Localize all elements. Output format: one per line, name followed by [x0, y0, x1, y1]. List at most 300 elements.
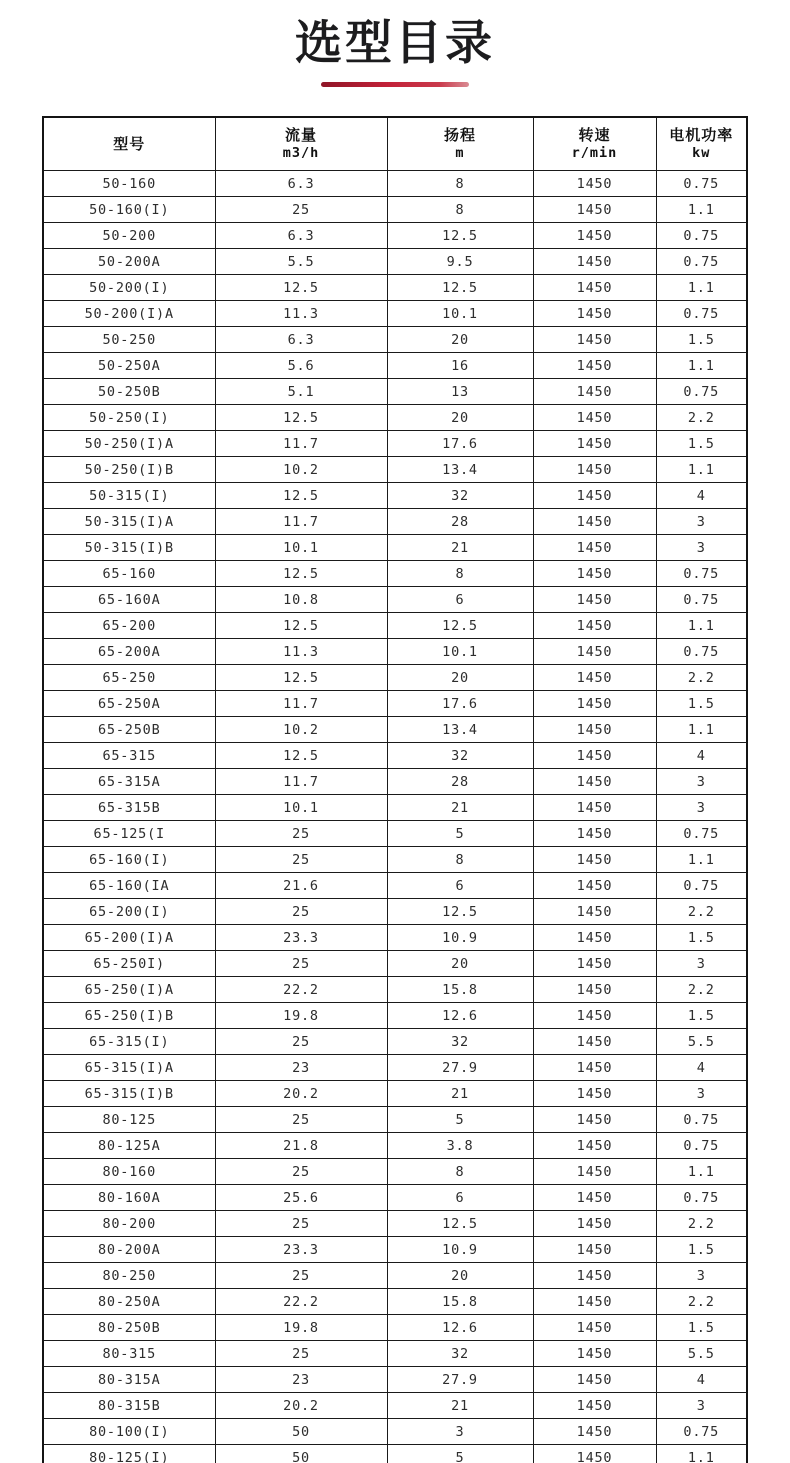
cell-head: 15.8 [387, 1289, 533, 1315]
cell-speed: 1450 [533, 821, 656, 847]
table-row [43, 483, 747, 509]
cell-power: 3 [656, 795, 747, 821]
cell-model: 80-315 [43, 1341, 215, 1367]
cell-power: 1.5 [656, 327, 747, 353]
cell-speed: 1450 [533, 587, 656, 613]
cell-flow: 23.3 [215, 1237, 387, 1263]
cell-model: 65-250I) [43, 951, 215, 977]
cell-head: 3.8 [387, 1133, 533, 1159]
cell-power: 0.75 [656, 1133, 747, 1159]
cell-power: 2.2 [656, 405, 747, 431]
cell-speed: 1450 [533, 1419, 656, 1445]
cell-speed: 1450 [533, 561, 656, 587]
cell-model: 80-125(I) [43, 1445, 215, 1463]
column-header-flow [215, 117, 387, 171]
cell-head: 21 [387, 795, 533, 821]
cell-head: 32 [387, 743, 533, 769]
cell-power: 1.5 [656, 691, 747, 717]
table-row [43, 1107, 747, 1133]
cell-speed: 1450 [533, 1159, 656, 1185]
cell-power: 3 [656, 535, 747, 561]
cell-head: 10.1 [387, 301, 533, 327]
cell-power: 2.2 [656, 899, 747, 925]
cell-model: 65-315(I)B [43, 1081, 215, 1107]
cell-speed: 1450 [533, 613, 656, 639]
cell-speed: 1450 [533, 483, 656, 509]
cell-head: 28 [387, 509, 533, 535]
cell-power: 0.75 [656, 1107, 747, 1133]
cell-speed: 1450 [533, 1367, 656, 1393]
column-label: 电机功率 [669, 126, 734, 145]
cell-power: 2.2 [656, 1211, 747, 1237]
cell-speed: 1450 [533, 1081, 656, 1107]
cell-head: 8 [387, 197, 533, 223]
cell-head: 3 [387, 1419, 533, 1445]
cell-power: 4 [656, 1367, 747, 1393]
cell-head: 5 [387, 1445, 533, 1463]
cell-head: 17.6 [387, 431, 533, 457]
cell-head: 20 [387, 1263, 533, 1289]
cell-head: 10.9 [387, 925, 533, 951]
cell-speed: 1450 [533, 1055, 656, 1081]
cell-flow: 6.3 [215, 171, 387, 197]
cell-model: 80-200 [43, 1211, 215, 1237]
cell-model: 65-200 [43, 613, 215, 639]
cell-power: 0.75 [656, 223, 747, 249]
cell-model: 50-250B [43, 379, 215, 405]
cell-power: 0.75 [656, 873, 747, 899]
cell-flow: 25 [215, 1159, 387, 1185]
column-label: 型号 [113, 134, 146, 153]
cell-power: 3 [656, 769, 747, 795]
column-label: 流量 [284, 126, 317, 145]
cell-model: 50-200A [43, 249, 215, 275]
cell-head: 20 [387, 951, 533, 977]
cell-speed: 1450 [533, 977, 656, 1003]
table-row [43, 431, 747, 457]
cell-model: 80-160A [43, 1185, 215, 1211]
column-unit: m [455, 145, 465, 162]
cell-power: 4 [656, 483, 747, 509]
cell-power: 0.75 [656, 1185, 747, 1211]
cell-head: 13 [387, 379, 533, 405]
column-label: 转速 [578, 126, 611, 145]
cell-power: 1.1 [656, 457, 747, 483]
cell-head: 5 [387, 1107, 533, 1133]
cell-head: 32 [387, 1029, 533, 1055]
cell-speed: 1450 [533, 301, 656, 327]
cell-flow: 5.1 [215, 379, 387, 405]
cell-flow: 22.2 [215, 1289, 387, 1315]
cell-model: 80-250 [43, 1263, 215, 1289]
cell-head: 17.6 [387, 691, 533, 717]
cell-speed: 1450 [533, 1263, 656, 1289]
cell-power: 1.1 [656, 1159, 747, 1185]
cell-model: 65-315(I) [43, 1029, 215, 1055]
table-row [43, 1081, 747, 1107]
cell-head: 16 [387, 353, 533, 379]
cell-flow: 19.8 [215, 1003, 387, 1029]
table-row [43, 743, 747, 769]
cell-model: 80-250B [43, 1315, 215, 1341]
cell-head: 12.6 [387, 1315, 533, 1341]
cell-head: 12.5 [387, 899, 533, 925]
cell-head: 20 [387, 665, 533, 691]
selection-catalog-table [42, 116, 748, 1463]
cell-power: 2.2 [656, 977, 747, 1003]
cell-speed: 1450 [533, 899, 656, 925]
cell-flow: 12.5 [215, 561, 387, 587]
cell-head: 27.9 [387, 1367, 533, 1393]
cell-model: 50-200(I) [43, 275, 215, 301]
cell-speed: 1450 [533, 1211, 656, 1237]
table-row [43, 1315, 747, 1341]
table-row [43, 249, 747, 275]
cell-flow: 25 [215, 1211, 387, 1237]
cell-speed: 1450 [533, 1393, 656, 1419]
cell-speed: 1450 [533, 795, 656, 821]
column-header-model [43, 117, 215, 171]
cell-model: 65-160(IA [43, 873, 215, 899]
cell-model: 65-315A [43, 769, 215, 795]
cell-head: 8 [387, 561, 533, 587]
cell-speed: 1450 [533, 1341, 656, 1367]
table-row [43, 1393, 747, 1419]
cell-flow: 12.5 [215, 613, 387, 639]
cell-flow: 50 [215, 1445, 387, 1463]
cell-flow: 23 [215, 1367, 387, 1393]
cell-head: 20 [387, 327, 533, 353]
table-row [43, 1029, 747, 1055]
cell-model: 50-200 [43, 223, 215, 249]
cell-flow: 21.8 [215, 1133, 387, 1159]
cell-model: 65-250(I)A [43, 977, 215, 1003]
cell-speed: 1450 [533, 1029, 656, 1055]
table-row [43, 587, 747, 613]
cell-flow: 25 [215, 899, 387, 925]
cell-head: 8 [387, 171, 533, 197]
cell-flow: 12.5 [215, 483, 387, 509]
cell-flow: 25 [215, 1029, 387, 1055]
table-row [43, 1003, 747, 1029]
cell-flow: 25 [215, 847, 387, 873]
cell-flow: 11.3 [215, 639, 387, 665]
cell-head: 15.8 [387, 977, 533, 1003]
cell-power: 0.75 [656, 171, 747, 197]
cell-model: 65-315 [43, 743, 215, 769]
cell-power: 4 [656, 1055, 747, 1081]
cell-model: 50-315(I)A [43, 509, 215, 535]
cell-flow: 19.8 [215, 1315, 387, 1341]
cell-flow: 5.5 [215, 249, 387, 275]
cell-head: 12.5 [387, 275, 533, 301]
cell-speed: 1450 [533, 379, 656, 405]
cell-flow: 12.5 [215, 275, 387, 301]
cell-speed: 1450 [533, 249, 656, 275]
table-row [43, 509, 747, 535]
page-title: 选型目录 [295, 16, 495, 71]
cell-model: 65-250A [43, 691, 215, 717]
table-row [43, 405, 747, 431]
cell-flow: 25 [215, 1263, 387, 1289]
cell-flow: 20.2 [215, 1081, 387, 1107]
cell-power: 0.75 [656, 639, 747, 665]
cell-model: 65-160 [43, 561, 215, 587]
cell-model: 65-250B [43, 717, 215, 743]
cell-model: 80-125A [43, 1133, 215, 1159]
cell-power: 0.75 [656, 587, 747, 613]
column-header-power [656, 117, 747, 171]
cell-power: 1.5 [656, 1003, 747, 1029]
cell-head: 21 [387, 1081, 533, 1107]
cell-flow: 21.6 [215, 873, 387, 899]
cell-model: 50-160 [43, 171, 215, 197]
cell-head: 28 [387, 769, 533, 795]
cell-head: 6 [387, 873, 533, 899]
table-row [43, 1445, 747, 1463]
cell-power: 0.75 [656, 821, 747, 847]
cell-flow: 12.5 [215, 743, 387, 769]
table-row [43, 1367, 747, 1393]
cell-model: 65-250(I)B [43, 1003, 215, 1029]
cell-head: 6 [387, 587, 533, 613]
cell-flow: 11.7 [215, 769, 387, 795]
cell-power: 1.1 [656, 847, 747, 873]
table-row [43, 275, 747, 301]
cell-speed: 1450 [533, 1003, 656, 1029]
cell-head: 12.6 [387, 1003, 533, 1029]
cell-model: 65-200(I) [43, 899, 215, 925]
cell-power: 2.2 [656, 665, 747, 691]
cell-flow: 20.2 [215, 1393, 387, 1419]
cell-head: 13.4 [387, 457, 533, 483]
cell-model: 50-250 [43, 327, 215, 353]
cell-power: 0.75 [656, 1419, 747, 1445]
cell-power: 0.75 [656, 249, 747, 275]
cell-power: 1.1 [656, 275, 747, 301]
cell-model: 80-100(I) [43, 1419, 215, 1445]
cell-power: 1.1 [656, 197, 747, 223]
cell-power: 0.75 [656, 301, 747, 327]
table-row [43, 873, 747, 899]
cell-power: 5.5 [656, 1029, 747, 1055]
cell-head: 8 [387, 1159, 533, 1185]
cell-flow: 11.7 [215, 431, 387, 457]
table-row [43, 301, 747, 327]
cell-power: 5.5 [656, 1341, 747, 1367]
cell-flow: 11.7 [215, 509, 387, 535]
table-row [43, 561, 747, 587]
cell-power: 1.5 [656, 1237, 747, 1263]
table-row [43, 197, 747, 223]
table-row [43, 977, 747, 1003]
table-row [43, 1341, 747, 1367]
table-row [43, 1263, 747, 1289]
table-row [43, 1185, 747, 1211]
cell-flow: 11.3 [215, 301, 387, 327]
table-header [43, 117, 747, 171]
cell-flow: 10.2 [215, 717, 387, 743]
cell-speed: 1450 [533, 717, 656, 743]
cell-model: 50-250(I)A [43, 431, 215, 457]
table-row [43, 327, 747, 353]
cell-flow: 10.8 [215, 587, 387, 613]
column-unit: kw [692, 145, 711, 162]
table-header-row [43, 117, 747, 171]
cell-model: 50-250(I) [43, 405, 215, 431]
table-row [43, 639, 747, 665]
cell-speed: 1450 [533, 405, 656, 431]
cell-power: 3 [656, 951, 747, 977]
table-row [43, 951, 747, 977]
cell-speed: 1450 [533, 951, 656, 977]
cell-flow: 10.2 [215, 457, 387, 483]
cell-flow: 5.6 [215, 353, 387, 379]
cell-flow: 23 [215, 1055, 387, 1081]
cell-head: 27.9 [387, 1055, 533, 1081]
cell-speed: 1450 [533, 509, 656, 535]
cell-speed: 1450 [533, 327, 656, 353]
cell-speed: 1450 [533, 1185, 656, 1211]
table-row [43, 769, 747, 795]
cell-model: 65-315(I)A [43, 1055, 215, 1081]
cell-power: 3 [656, 1263, 747, 1289]
cell-model: 65-125(I [43, 821, 215, 847]
cell-model: 50-160(I) [43, 197, 215, 223]
cell-speed: 1450 [533, 275, 656, 301]
cell-head: 6 [387, 1185, 533, 1211]
table-row [43, 925, 747, 951]
title-underline-bar [321, 82, 469, 87]
cell-speed: 1450 [533, 197, 656, 223]
table-row [43, 379, 747, 405]
cell-head: 21 [387, 535, 533, 561]
cell-flow: 23.3 [215, 925, 387, 951]
table-row [43, 1055, 747, 1081]
cell-flow: 25.6 [215, 1185, 387, 1211]
cell-model: 65-250 [43, 665, 215, 691]
cell-head: 13.4 [387, 717, 533, 743]
column-unit: m3/h [282, 145, 320, 162]
cell-model: 80-315A [43, 1367, 215, 1393]
cell-power: 3 [656, 1393, 747, 1419]
cell-model: 50-315(I)B [43, 535, 215, 561]
column-unit: r/min [571, 145, 618, 162]
cell-flow: 25 [215, 951, 387, 977]
cell-flow: 25 [215, 197, 387, 223]
cell-speed: 1450 [533, 1289, 656, 1315]
column-header-speed [533, 117, 656, 171]
cell-head: 32 [387, 483, 533, 509]
cell-speed: 1450 [533, 1237, 656, 1263]
table-row [43, 613, 747, 639]
cell-power: 1.1 [656, 613, 747, 639]
table-row [43, 1237, 747, 1263]
cell-model: 65-200(I)A [43, 925, 215, 951]
cell-speed: 1450 [533, 743, 656, 769]
table-row [43, 1289, 747, 1315]
cell-model: 65-315B [43, 795, 215, 821]
cell-flow: 50 [215, 1419, 387, 1445]
cell-head: 20 [387, 405, 533, 431]
cell-speed: 1450 [533, 925, 656, 951]
cell-model: 80-315B [43, 1393, 215, 1419]
cell-flow: 12.5 [215, 405, 387, 431]
cell-model: 50-315(I) [43, 483, 215, 509]
table-row [43, 1419, 747, 1445]
cell-head: 21 [387, 1393, 533, 1419]
table-row [43, 665, 747, 691]
cell-speed: 1450 [533, 665, 656, 691]
cell-flow: 6.3 [215, 327, 387, 353]
cell-head: 9.5 [387, 249, 533, 275]
cell-speed: 1450 [533, 171, 656, 197]
cell-speed: 1450 [533, 1107, 656, 1133]
cell-flow: 10.1 [215, 535, 387, 561]
table-row [43, 899, 747, 925]
cell-head: 12.5 [387, 223, 533, 249]
cell-model: 80-200A [43, 1237, 215, 1263]
cell-model: 50-250A [43, 353, 215, 379]
cell-power: 0.75 [656, 561, 747, 587]
table-row [43, 171, 747, 197]
cell-head: 32 [387, 1341, 533, 1367]
cell-speed: 1450 [533, 847, 656, 873]
cell-power: 1.1 [656, 717, 747, 743]
table-row [43, 535, 747, 561]
cell-power: 1.1 [656, 1445, 747, 1463]
table-row [43, 821, 747, 847]
table-row [43, 353, 747, 379]
cell-speed: 1450 [533, 639, 656, 665]
cell-flow: 10.1 [215, 795, 387, 821]
cell-head: 10.9 [387, 1237, 533, 1263]
cell-head: 8 [387, 847, 533, 873]
cell-speed: 1450 [533, 535, 656, 561]
cell-model: 80-125 [43, 1107, 215, 1133]
cell-power: 1.5 [656, 925, 747, 951]
column-header-head [387, 117, 533, 171]
cell-speed: 1450 [533, 223, 656, 249]
cell-flow: 25 [215, 821, 387, 847]
cell-power: 1.5 [656, 431, 747, 457]
cell-flow: 25 [215, 1341, 387, 1367]
cell-speed: 1450 [533, 353, 656, 379]
cell-model: 65-200A [43, 639, 215, 665]
table-row [43, 795, 747, 821]
table-row [43, 691, 747, 717]
cell-head: 10.1 [387, 639, 533, 665]
cell-model: 80-160 [43, 1159, 215, 1185]
cell-power: 1.1 [656, 353, 747, 379]
cell-speed: 1450 [533, 1315, 656, 1341]
cell-speed: 1450 [533, 1133, 656, 1159]
column-label: 扬程 [443, 126, 476, 145]
cell-model: 80-250A [43, 1289, 215, 1315]
table-body [43, 171, 747, 1463]
cell-speed: 1450 [533, 431, 656, 457]
cell-flow: 11.7 [215, 691, 387, 717]
cell-speed: 1450 [533, 691, 656, 717]
cell-model: 65-160(I) [43, 847, 215, 873]
cell-head: 12.5 [387, 613, 533, 639]
cell-speed: 1450 [533, 873, 656, 899]
cell-speed: 1450 [533, 457, 656, 483]
table-row [43, 1159, 747, 1185]
cell-power: 4 [656, 743, 747, 769]
cell-speed: 1450 [533, 769, 656, 795]
cell-power: 2.2 [656, 1289, 747, 1315]
